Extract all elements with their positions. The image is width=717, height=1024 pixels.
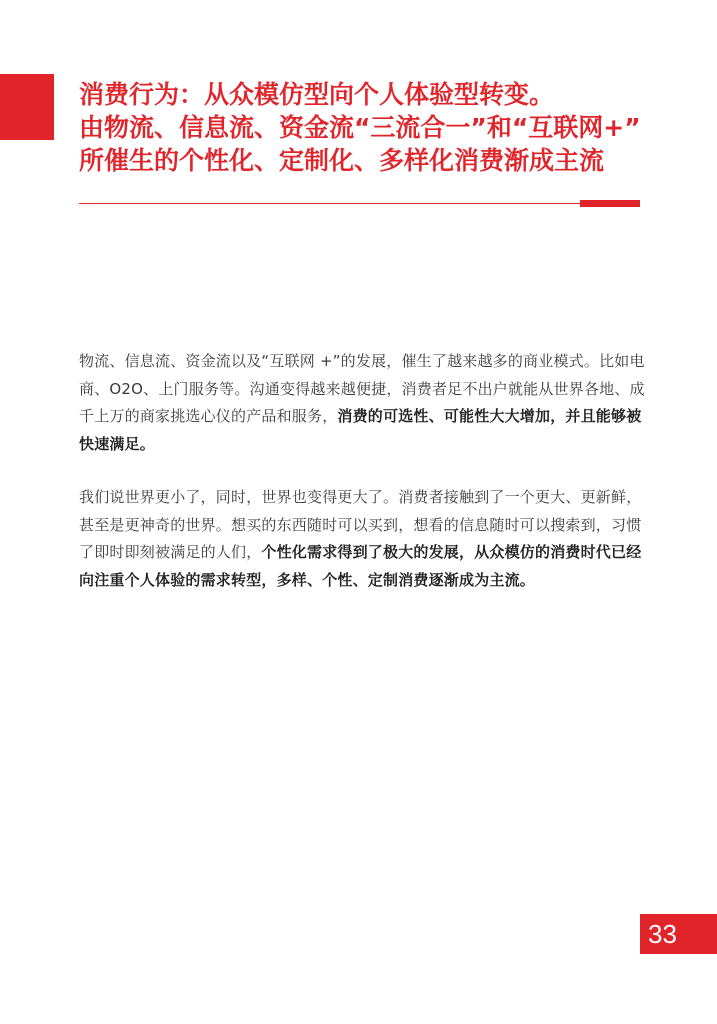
title-divider <box>79 203 640 204</box>
paragraph-2-emphasis: 个性化需求得到了极大的发展，从众模仿的消费时代已经向注重个人体验的需求转型，多样、个性、定制消费逐渐成为主流。 <box>79 543 642 589</box>
body-text <box>79 348 645 620</box>
title-line-2: 由物流、信息流、资金流“三流合一”和“互联网+” <box>79 113 641 142</box>
page-number: 33 <box>648 919 677 949</box>
paragraph-2 <box>79 484 645 594</box>
paragraph-1-emphasis: 消费的可选性、可能性大大增加，并且能够被快速满足。 <box>79 407 642 453</box>
paragraph-1 <box>79 348 645 458</box>
paragraph-2-text: 我们说世界更小了，同时，世界也变得更大了。消费者接触到了一个更大、更新鲜，甚至是更神奇的世界。想买的东西随时可以买到，想看的信息随时可以搜索到，习惯了即时即刻被满足的人们， <box>79 488 642 561</box>
title-divider-accent <box>580 200 640 207</box>
section-title <box>79 78 699 177</box>
accent-block <box>0 74 54 140</box>
title-line-3: 所催生的个性化、定制化、多样化消费渐成主流 <box>79 146 605 175</box>
title-line-1: 消费行为：从众模仿型向个人体验型转变。 <box>79 80 555 109</box>
paragraph-1-text: 物流、信息流、资金流以及“互联网 +”的发展，催生了越来越多的商业模式。比如电商、O2O、上门服务等。沟通变得越来越便捷，消费者足不出户就能从世界各地、成千上万的商家挑选心仪的产品和服务， <box>79 352 645 425</box>
page-number-badge <box>640 914 717 954</box>
